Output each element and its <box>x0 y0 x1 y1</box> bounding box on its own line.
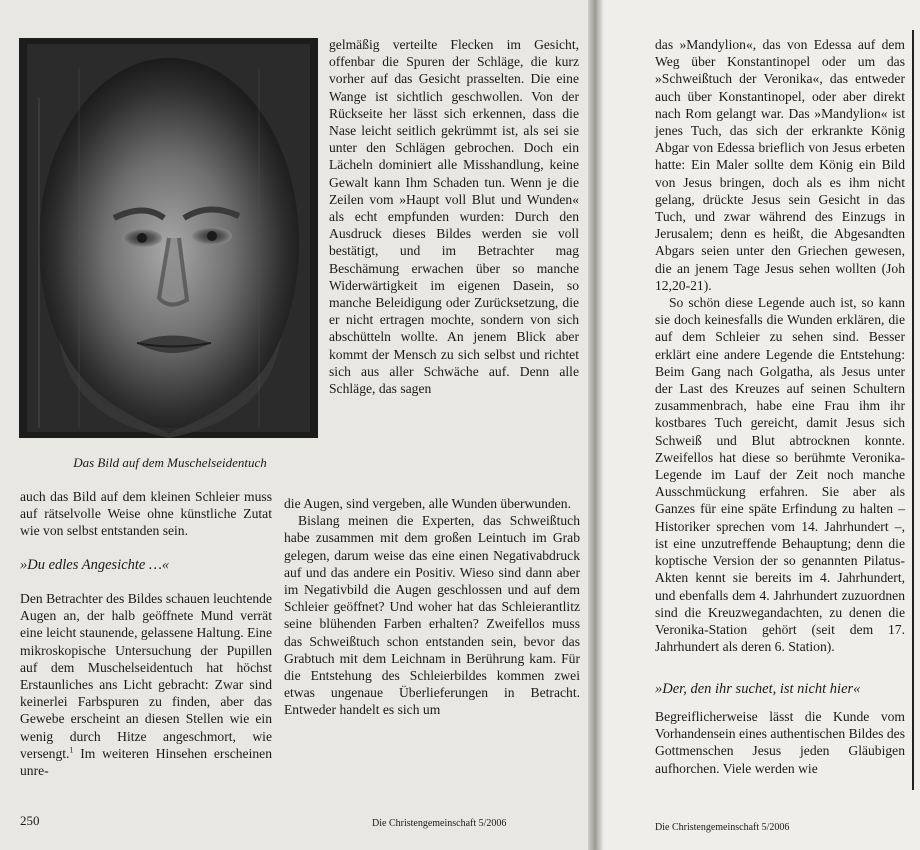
running-footer-left: Die Christengemeinschaft 5/2006 <box>372 818 507 829</box>
section-heading-du-edles-angesichte: »Du edles Angesichte …« <box>20 557 170 573</box>
paragraph-text: Den Betrachter des Bildes schauen leuchtende Augen an, der halb geöffnete Mund verrät eine leicht staunende, gelassene Haltung. Eine mikroskopische Untersuchung der Pupillen auf dem Muschelseidentuch hat höchst Erstaunliches ans Licht gebracht: Zwar sind keinerlei Farbspuren zu finden, aber das Gewebe erscheint an diesen Stellen wie ein wenig durch Hitze angeschmort, wie versengt. <box>20 591 272 761</box>
paragraph <box>20 590 272 779</box>
paragraph: Begreiflicherweise lässt die Kunde vom Vorhandensein eines authentischen Bildes des Gottmenschen Jesus jeden Gläubigen aufhorchen. Viele werden wie <box>655 709 905 776</box>
paragraph: So schön diese Legende auch ist, so kann sie doch keinesfalls die Wunden erklären, die auf dem Schleier zu sehen sind. Besser erklärt eine andere Legende die Entstehung: Beim Gang nach Golgatha, als Jesus unter der Last des Kreuzes auf seinen Schultern zusammenbrach, habe eine Frau ihm ihr kostbares Tuch gereicht, damit Jesus sich Schweiß und Blut abtrocknen konnte. Zweifellos hat diese so berühmte Veronika-Legende im Lauf der Zeit noch manche Ausschmückung erfahren. Sie aber als Ganzes für eine späte Erfindung zu halten – Historiker sprechen vom 14. Jahrhundert –, ist eine unzutreffende Behauptung; denn die koptische Version der so genannten Pilatus-Akten kennt sie bereits im 4. Jahrhundert, und ebenfalls dem 4. Jahrhundert zuzuordnen sind die Kreuzwegandachten, zu denen die Veronika-Station gehört (seit dem 17. Jahrhundert als deren 6. Station). <box>655 295 905 655</box>
footnote-marker: 1 <box>69 745 74 755</box>
page-edge-rule <box>912 30 914 790</box>
right-bottom-text <box>655 708 905 777</box>
paragraph: auch das Bild auf dem kleinen Schleier muss auf rätselvolle Weise ohne künstliche Zutat wie von selbst entstanden sein. <box>20 489 272 539</box>
book-gutter <box>588 0 604 850</box>
paragraph-text-end: Im weiteren Hinsehen erscheinen unre- <box>20 745 272 779</box>
veil-face-photo <box>19 38 318 438</box>
paragraph: die Augen, sind vergeben, alle Wunden überwunden. <box>284 496 571 511</box>
running-footer-right: Die Christengemeinschaft 5/2006 <box>655 822 790 833</box>
right-column-text <box>655 36 905 655</box>
paragraph: das »Mandylion«, das von Edessa auf dem Weg über Konstantinopel oder um das »Schweißtuch der Veronika«, das entweder auch über Konstantinopel, oder aber direkt nach Rom gelangt war. Das »Mandylion« ist jenes Tuch, das sich der erkrankte König Abgar von Edessa brieflich von Jesus erbeten hatte: Ein Maler sollte dem König ein Bild von Jesus bringen, doch als es ihm nicht gelang, drückte Jesus sein Gesicht in das Tuch, und zwar während des Einzugs in Jerusalem; denn es heißt, die Abgesandten Abgars seien unter den Griechen gewesen, die an jenem Tage Jesus sehen wollten (Joh 12,20-21). <box>655 37 905 293</box>
section-heading-der-den-ihr-suchet: »Der, den ihr suchet, ist nicht hier« <box>655 681 861 697</box>
paragraph: gelmäßig verteilte Flecken im Gesicht, offenbar die Spuren der Schläge, die kurz vorher auf das Gesicht prasselten. Die eine Wange ist sichtlich geschwollen. Von der Rückseite her lässt sich erkennen, dass die Nase leicht seitlich gekrümmt ist, als sei sie unter den Schlägen gebrochen. Doch ein Lächeln dominiert alle Misshandlung, keine Gewalt kann Ihm Schaden tun. Wenn je die Zeilen vom »Haupt voll Blut und Wunden« als echt empfunden wurden: Durch den Ausdruck dieses Bildes werden sie voll bestätigt, und im Betrachter mag Beschämung erwachen über so manche Widerwärtigkeit im eigenen Dasein, so manche Beleidigung oder Zurücksetzung, die er nicht ertragen mochte, sondern von sich abschütteln wollte. An jenem Blick aber kommt der Mensch zu sich selbst und richtet sich aus aller Schwäche auf. Denn alle Schläge, das sagen <box>329 37 579 397</box>
middle-column-text <box>329 36 579 397</box>
middle-bottom-text <box>284 495 580 719</box>
photo-caption: Das Bild auf dem Muschelseidentuch <box>73 455 267 470</box>
paragraph: Bislang meinen die Experten, das Schweißtuch habe zusammen mit dem großen Leintuch im Grab gelegen, darum weise das eine einen Negativabdruck auf und das andere ein Positiv. Wieso sind dann aber im Negativbild die Augen geschlossen und auf dem Schleier geöffnet? Und woher hat das Schleierantlitz seine blühenden Farben erhalten? Zweifellos muss das Schweißtuch schon entstanden sein, bevor das Grabtuch mit dem Leichnam in Berührung kam. Für die Entstehung des Schleierbildes kommen zwei etwas ungenaue Überlieferungen in Betracht. Entweder handelt es sich um <box>284 513 580 718</box>
page-number: 250 <box>20 813 40 828</box>
section1-column <box>20 590 272 779</box>
left-column-text <box>20 488 272 540</box>
